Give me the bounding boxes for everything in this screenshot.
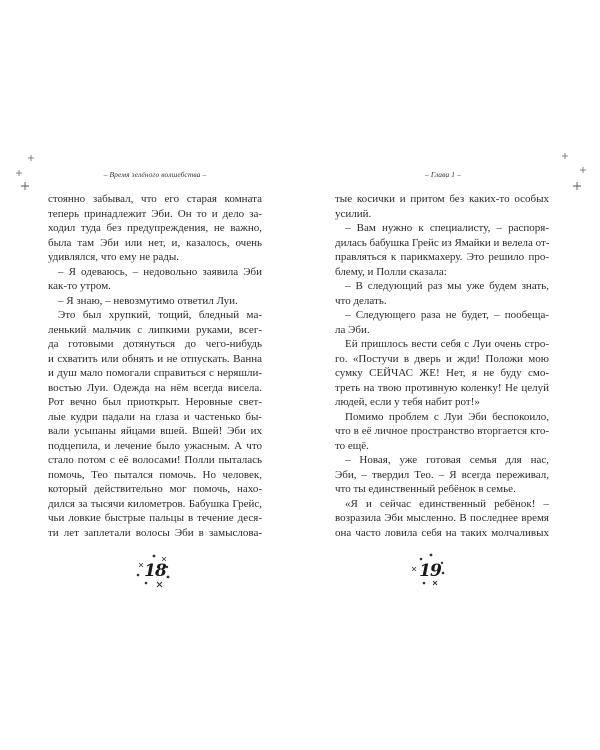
text-line: она часто ловила себя на таких молчаливых xyxy=(335,526,549,539)
text-line: Ей пришлось вести себя с Луи очень стро- xyxy=(345,338,549,350)
shooting-stars-icon xyxy=(8,128,48,198)
text-line: «Я и сейчас единственный ребёнок! – xyxy=(345,497,549,510)
text-line: – Я знаю, – невозмутимо ответил Луи. xyxy=(58,294,238,307)
text-line: востью Луи. Одежда на нём всегда висела. xyxy=(48,381,262,394)
text-line: усилий. xyxy=(335,207,372,220)
text-line: то ещё. xyxy=(335,439,369,452)
text-line: чьи ловкие быстрые пальцы в течение деся- xyxy=(48,512,262,524)
text-line: что в её личное пространство вторгается кто- xyxy=(335,425,549,437)
text-line: лые кудри падали на глаза и частенько бы- xyxy=(48,410,262,423)
text-line: удивлялся, что ему не рады. xyxy=(48,251,179,263)
text-line: ла Эби. xyxy=(335,323,370,336)
text-line: ти лет заплетали волосы Эби в замыслова- xyxy=(48,526,262,539)
text-line: и душ мало помогали справиться с неряшли- xyxy=(48,367,262,379)
page-number-text: 19 xyxy=(419,561,441,581)
text-line: да готовыми дотянуться до чего-нибудь xyxy=(48,338,262,350)
text-line: что делать. xyxy=(335,294,387,307)
text-line: стало потом с её волосами! Полли пыталась xyxy=(48,454,262,466)
text-line: Помимо проблем с Луи Эби беспокоило, xyxy=(345,410,549,423)
running-head: – Глава 1 – xyxy=(425,170,461,179)
right-page xyxy=(300,0,600,750)
text-line: го. «Постучи в дверь и жди! Положи мою xyxy=(335,352,549,365)
page-number-text: 18 xyxy=(144,561,166,581)
page-number xyxy=(400,550,460,594)
text-line: – В следующий раз мы уже будем знать, xyxy=(345,280,549,292)
text-line: помочь, Тео пытался помочь. Но человек, xyxy=(48,468,262,481)
text-line: что ты единственный ребёнок в семье. xyxy=(335,483,516,495)
text-line: – Вам нужно к специалисту, – распоря- xyxy=(345,222,549,234)
text-line: треть на твою противную коленку! Не целуй xyxy=(335,381,549,394)
text-line: стоянно забывал, что его старая комната xyxy=(48,193,262,205)
text-line: ходил туда без предупреждения, не важно, xyxy=(48,222,262,234)
text-line: – Я одеваюсь, – недовольно заявила Эби xyxy=(58,265,262,278)
shooting-stars-icon xyxy=(555,128,595,198)
text-line: Это был хрупкий, тощий, бледный ма- xyxy=(58,309,262,321)
text-line: – Следующего раза не будет, – пообеща- xyxy=(345,309,549,321)
text-line: дилась бабушка Грейс из Ямайки и велела от- xyxy=(335,236,550,249)
text-line: ленький мальчик с липкими руками, всег- xyxy=(48,323,262,336)
text-line: который действительно мог помочь, нахо- xyxy=(48,483,262,495)
text-line: и схватить или обнять и не отпускать. Ванна xyxy=(48,352,262,365)
text-line: правляться к парикмахеру. Это решило про- xyxy=(335,251,549,263)
text-line: – Новая, уже готовая семья для нас, xyxy=(345,454,549,466)
text-line: Рот вечно был приоткрыт. Неровные свет- xyxy=(48,396,262,408)
text-line: дился за тысячи километров. Бабушка Грейс, xyxy=(48,497,262,510)
running-head: – Время зелёного волшебства – xyxy=(103,170,207,179)
text-line: тые косички и притом без каких-то особых xyxy=(335,193,549,205)
text-line: блему, и Полли сказала: xyxy=(335,265,447,278)
text-line: Эби, – твердил Тео. – Я всегда переживал, xyxy=(335,468,549,481)
text-line: теперь принадлежит Эби. Он то и дело за- xyxy=(48,207,262,220)
text-line: вали усыпаны яйцами вшей. Вшей! Эби их xyxy=(48,425,262,437)
body-text xyxy=(335,192,549,540)
page-number xyxy=(125,550,185,594)
body-text xyxy=(48,192,262,540)
text-line: как-то утром. xyxy=(48,280,111,292)
text-line: возразила Эби мысленно. В последнее время xyxy=(335,512,549,524)
text-line: была там Эби или нет, и, казалось, очень xyxy=(48,236,262,249)
text-line: людей, если у тебя набит рот!» xyxy=(335,396,480,408)
text-line: подцепила, и лечение было ужасным. А что xyxy=(48,439,262,452)
text-line: сумку СЕЙЧАС ЖЕ! Нет, я не буду смо- xyxy=(335,367,549,379)
